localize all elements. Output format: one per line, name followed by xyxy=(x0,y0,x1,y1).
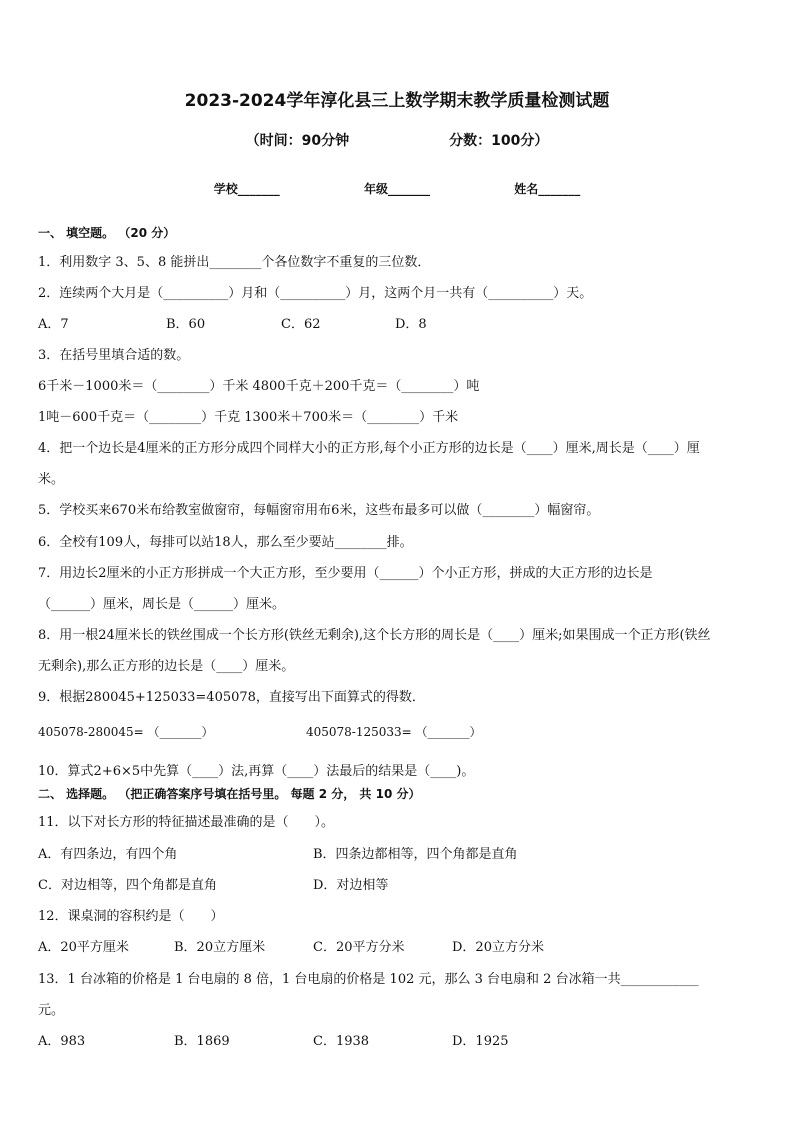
grade-field: 年级_______ xyxy=(363,182,430,196)
section-heading-choice: 二、 选择题。 （把正确答案序号填在括号里。 每题 2 分， 共 10 分） xyxy=(38,787,421,801)
q13-option-d: D．1925 xyxy=(452,1034,509,1049)
question-8-line-2: 无剩余),那么正方形的边长是（____）厘米。 xyxy=(38,659,295,674)
q12-option-b: B．20立方厘米 xyxy=(174,940,266,955)
q2-option-b: B．60 xyxy=(166,317,206,332)
question-3-row-1: 6千米－1000米＝（________）千米 4800千克＋200千克＝（________）吨 xyxy=(38,379,480,394)
question-5: 5．学校买来670米布给教室做窗帘，每幅窗帘用布6米，这些布最多可以做（________）幅窗帘。 xyxy=(38,503,600,518)
q11-option-c: C．对边相等，四个角都是直角 xyxy=(38,878,217,893)
question-13-line-1: 13．1 台冰箱的价格是 1 台电扇的 8 倍，1 台电扇的价格是 102 元，那么 3 台电扇和 2 台冰箱一共____________ xyxy=(38,972,699,987)
question-9-right: 405078-125033= （_______） xyxy=(306,725,482,739)
question-12: 12．课桌洞的容积约是（ ） xyxy=(38,909,224,924)
q13-option-b: B．1869 xyxy=(174,1034,230,1049)
question-4-line-1: 4．把一个边长是4厘米的正方形分成四个同样大小的正方形,每个小正方形的边长是（____）厘米,周长是（____）厘 xyxy=(38,441,700,456)
section-heading-fill-blank: 一、 填空题。 （20 分） xyxy=(38,226,176,240)
question-13-line-2: 元。 xyxy=(38,1003,65,1018)
q13-option-c: C．1938 xyxy=(313,1034,370,1049)
question-6: 6．全校有109人，每排可以站18人，那么至少要站________排。 xyxy=(38,535,413,550)
question-3: 3．在括号里填合适的数。 xyxy=(38,348,190,363)
name-field: 姓名_______ xyxy=(514,182,581,196)
question-9-left: 405078-280045= （_______） xyxy=(38,725,214,739)
question-9: 9．根据280045+125033=405078，直接写出下面算式的得数． xyxy=(38,690,425,705)
question-7-line-1: 7．用边长2厘米的小正方形拼成一个大正方形，至少要用（______）个小正方形，拼成的大正方形的边长是 xyxy=(38,566,653,581)
question-11: 11．以下对长方形的特征描述最准确的是（ ）。 xyxy=(38,815,335,830)
q11-option-d: D．对边相等 xyxy=(313,878,389,893)
q11-option-a: A．有四条边，有四个角 xyxy=(38,847,178,862)
student-info xyxy=(0,180,794,197)
q12-option-c: C．20平方分米 xyxy=(313,940,405,955)
question-1: 1．利用数字 3、5、8 能拼出________个各位数字不重复的三位数． xyxy=(38,255,431,270)
question-4-line-2: 米。 xyxy=(38,472,65,487)
q11-option-b: B．四条边都相等，四个角都是直角 xyxy=(313,847,518,862)
question-3-row-2: 1吨－600千克＝（________）千克 1300米＋700米＝（________）千米 xyxy=(38,410,459,425)
q2-option-c: C．62 xyxy=(281,317,321,332)
question-7-line-2: （______）厘米，周长是（______）厘米。 xyxy=(38,597,286,612)
q12-option-d: D．20立方分米 xyxy=(452,940,544,955)
q2-option-a: A．7 xyxy=(38,317,69,332)
q13-option-a: A．983 xyxy=(38,1034,86,1049)
question-2: 2．连续两个大月是（__________）月和（__________）月，这两个月一共有（__________）天。 xyxy=(38,286,593,301)
school-field: 学校_______ xyxy=(213,182,280,196)
question-8-line-1: 8．用一根24厘米长的铁丝围成一个长方形(铁丝无剩余),这个长方形的周长是（____）厘米;如果围成一个正方形(铁丝 xyxy=(38,628,711,643)
time-label: （时间：90分钟 xyxy=(245,133,350,149)
exam-meta xyxy=(0,130,794,150)
score-label: 分数：100分） xyxy=(449,133,549,149)
q12-option-a: A．20平方厘米 xyxy=(38,940,129,955)
question-10: 10．算式2+6×5中先算（____）法,再算（____）法最后的结果是（____)。 xyxy=(38,764,475,779)
q2-option-d: D．8 xyxy=(395,317,427,332)
page-title: 2023-2024学年淳化县三上数学期末教学质量检测试题 xyxy=(184,91,610,111)
